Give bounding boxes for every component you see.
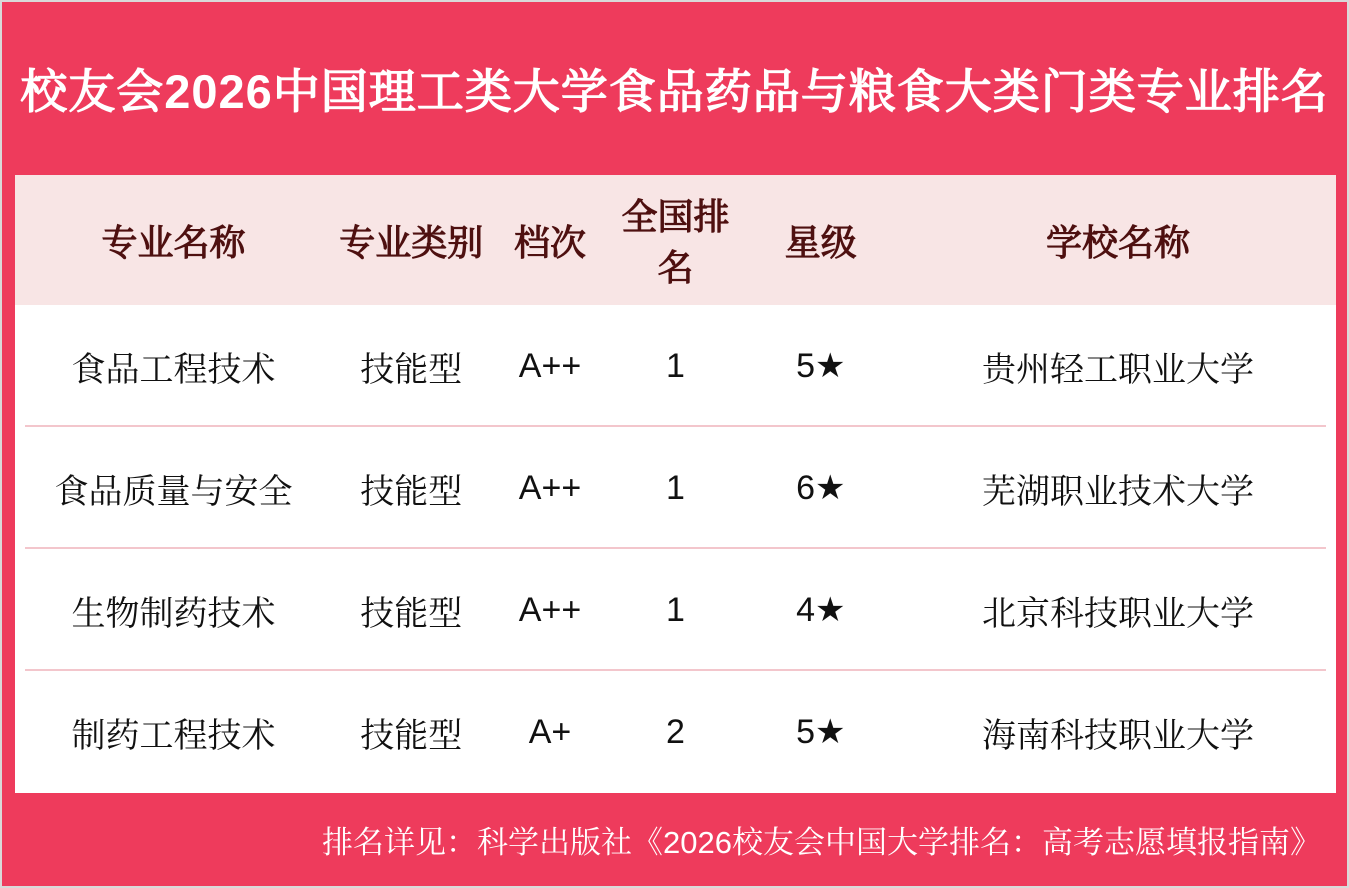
column-header-school-name: 学校名称	[1045, 221, 1190, 263]
table-header-row	[15, 175, 1336, 305]
school-name-cell: 海南科技职业大学	[981, 716, 1254, 755]
footer-band	[2, 793, 1347, 886]
page-title: 校友会2026中国理工类大学食品药品与粮食大类门类专业排名	[20, 65, 1329, 118]
school-name-cell: 贵州轻工职业大学	[981, 350, 1254, 389]
national-rank-cell: 1	[666, 346, 685, 385]
national-rank-cell: 2	[666, 712, 685, 751]
major-name-cell: 制药工程技术	[71, 716, 276, 755]
column-header-major-category: 专业类别	[339, 221, 484, 263]
star-level-cell: 4★	[796, 591, 846, 629]
grade-cell: A++	[518, 468, 582, 507]
national-rank-cell: 1	[666, 590, 685, 629]
national-rank-cell: 1	[666, 468, 685, 507]
table-row	[15, 671, 1336, 793]
table-body	[15, 305, 1336, 793]
school-name-cell: 北京科技职业大学	[981, 594, 1254, 633]
grade-cell: A+	[528, 712, 572, 751]
major-name-cell: 食品工程技术	[71, 350, 276, 389]
ranking-table	[15, 175, 1336, 793]
major-category-cell: 技能型	[360, 472, 463, 511]
column-header-grade: 档次	[513, 221, 586, 263]
footer-note: 排名详见：科学出版社《2026校友会中国大学排名：高考志愿填报指南》	[322, 825, 1321, 860]
school-name-cell: 芜湖职业技术大学	[981, 472, 1254, 511]
star-level-cell: 5★	[796, 347, 846, 385]
title-band	[2, 2, 1347, 175]
major-category-cell: 技能型	[360, 594, 463, 633]
major-name-cell: 生物制药技术	[71, 594, 276, 633]
grade-cell: A++	[518, 590, 582, 629]
column-header-national-rank: 全国排名	[621, 196, 730, 288]
table-row	[15, 549, 1336, 671]
grade-cell: A++	[518, 346, 582, 385]
major-category-cell: 技能型	[360, 350, 463, 389]
column-header-major-name: 专业名称	[101, 221, 246, 263]
column-header-star-level: 星级	[784, 221, 857, 263]
star-level-cell: 6★	[796, 469, 846, 507]
major-category-cell: 技能型	[360, 716, 463, 755]
table-row	[15, 427, 1336, 549]
table-row	[15, 305, 1336, 427]
star-level-cell: 5★	[796, 713, 846, 751]
major-name-cell: 食品质量与安全	[54, 472, 293, 511]
